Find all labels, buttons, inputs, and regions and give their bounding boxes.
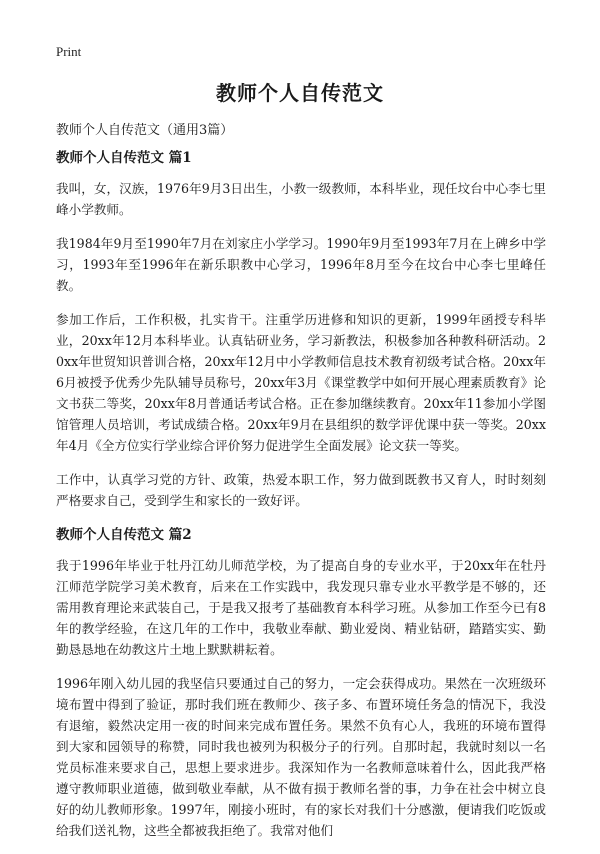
paragraph-2-2: 1996年刚入幼儿园的我坚信只要通过自己的努力，一定会获得成功。果然在一次班级环境布置中得到了验证，那时我们班在教师少、孩子多、布置环境任务急的情况下，我没有退缩，毅然决定用一夜的时间来完成布置任务。果然不负有心人，我班的环境布置得到大家和园领导的称赞，同时我也被列为积极分子的行列。自那时起，我就时刻以一名党员标准来要求自己，思想上要求进步。我深知作为一名教师意味着什么，因此我严格遵守教师职业道德，做到敬业奉献，从不做有损于教师名誉的事，力争在社会中树立良好的幼儿教师形象。1997年，刚接小班时，有的家长对我们十分感激，便请我们吃饭或给我们送礼物，这些全都被我拒绝了。我常对他们 xyxy=(56,676,546,838)
paragraph-1-1: 我叫，女，汉族，1976年9月3日出生，小教一级教师，本科毕业，现任坟台中心李七里峰小学教师。 xyxy=(56,181,546,217)
document-subtitle: 教师个人自传范文（通用3篇） xyxy=(56,123,234,138)
paragraph-1-2: 我1984年9月至1990年7月在刘家庄小学学习。1990年9月至1993年7月在上碑乡中学习，1993年至1996年在新乐职教中心学习，1996年8月至今在坟台中心李七里峰任教。 xyxy=(56,236,546,293)
paragraph-2-1: 我于1996年毕业于牡丹江幼儿师范学校，为了提高自身的专业水平，于20xx年在牡丹江师范学院学习美术教育，后来在工作实践中，我发现只靠专业水平教学是不够的，还需用教育理论来武装自己，于是我又报考了基础教育本科学习班。从参加工作至今已有8年的教学经验，在这几年的工作中，我敬业奉献、勤业爱岗、精业钻研，踏踏实实、勤勤恳恳地在幼教这片土地上默默耕耘着。 xyxy=(56,558,546,657)
print-link[interactable]: Print xyxy=(56,44,82,59)
paragraph-1-4: 工作中，认真学习党的方针、政策，热爱本职工作，努力做到既教书又育人，时时刻刻严格要求自己，受到学生和家长的一致好评。 xyxy=(56,472,546,508)
page-title: 教师个人自传范文 xyxy=(216,81,384,105)
section-heading-2: 教师个人自传范文 篇2 xyxy=(56,527,192,543)
section-heading-1: 教师个人自传范文 篇1 xyxy=(56,150,192,166)
document-body xyxy=(56,148,546,854)
paragraph-1-3: 参加工作后，工作积极，扎实肯干。注重学历进修和知识的更新，1999年函授专科毕业，20xx年12月本科毕业。认真钻研业务，学习新教法，积极参加各种教科研活动。20xx年世贸知识普训合格，20xx年12月中小学教师信息技术教育初级考试合格。20xx年6月被授予优秀少先队辅导员称号，20xx年3月《课堂教学中如何开展心理素质教育》论文书获二等奖，20xx年8月普通话考试合格。正在参加继续教育。20xx年11参加小学图馆管理人员培训，考试成绩合格。20xx年9月在县组织的数学评优课中获一等奖。20xx年4月《全方位实行学业综合评价努力促进学生全面发展》论文获一等奖。 xyxy=(56,312,546,453)
